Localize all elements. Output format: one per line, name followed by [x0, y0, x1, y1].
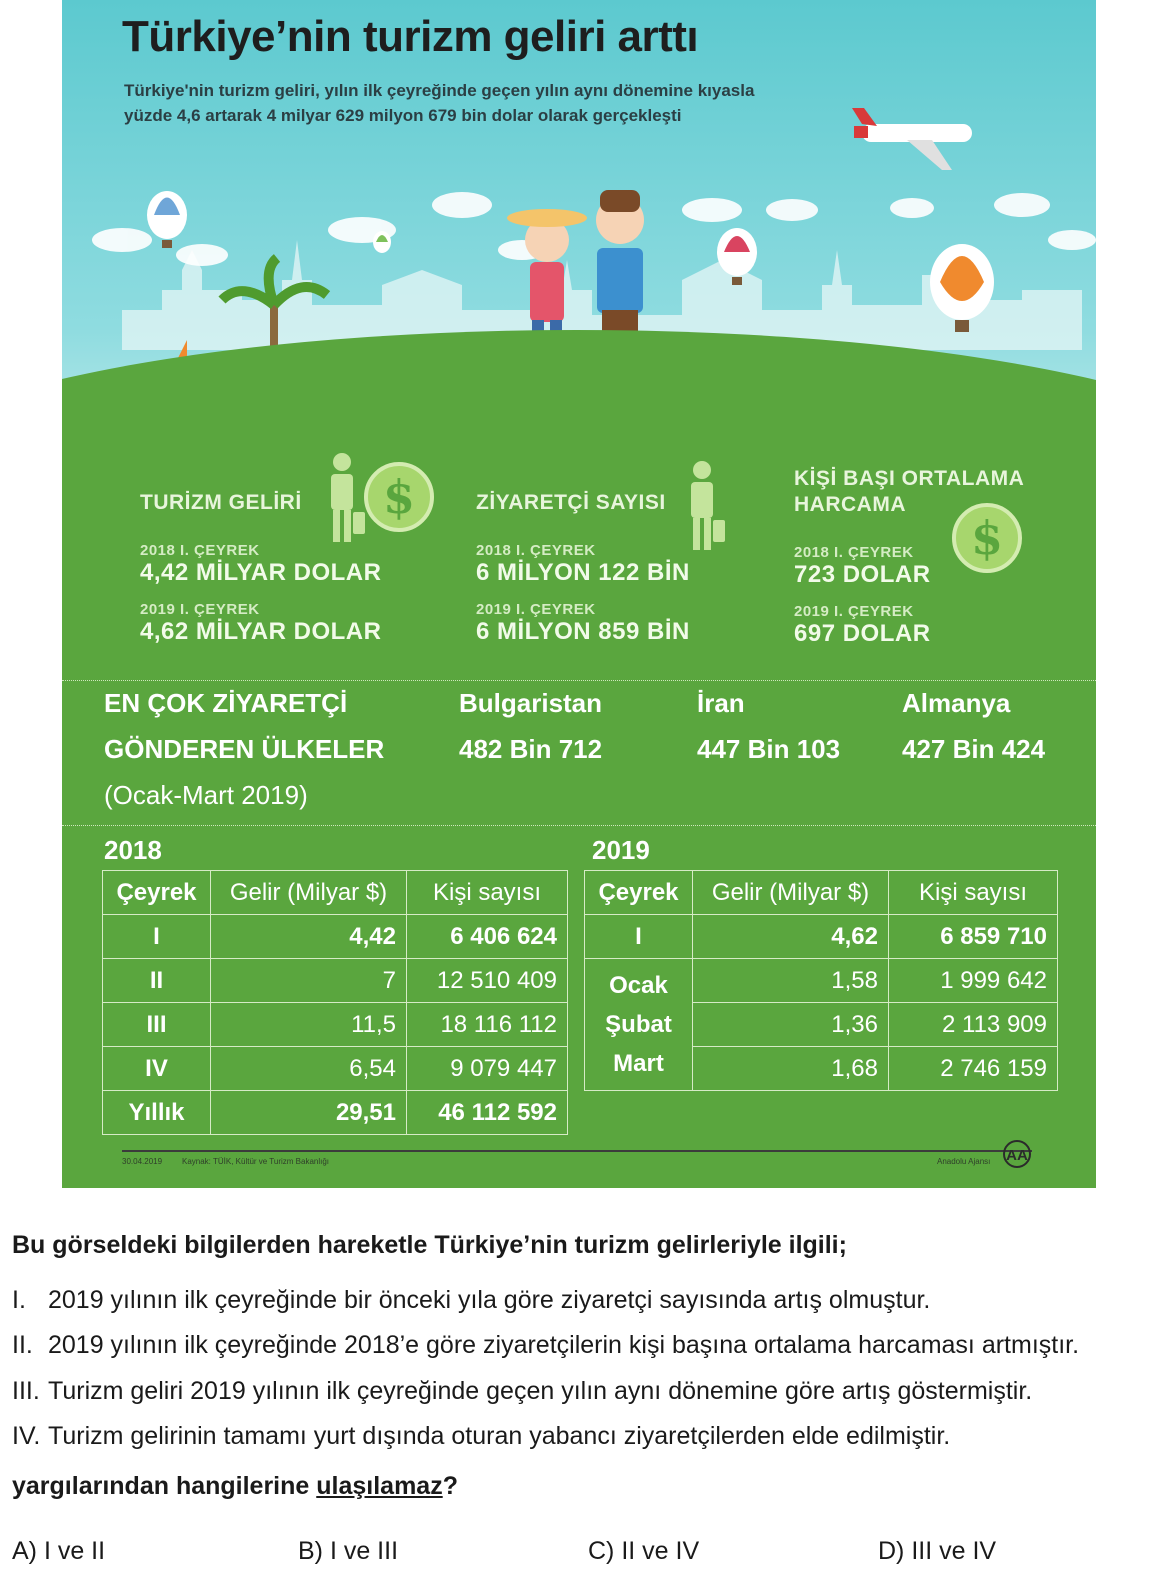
statement-text: 2019 yılının ilk çeyreğinde bir önceki yıla göre ziyaretçi sayısında artış olmuştur. [48, 1286, 931, 1314]
table-2019 [584, 870, 1058, 1091]
top-countries-section [62, 688, 1096, 818]
stat-heading-line2: HARCAMA [794, 493, 906, 516]
question-ending-underlined: ulaşılamaz [316, 1472, 443, 1500]
revenue-cell: 7 [211, 959, 407, 1003]
statement-number: IV. [12, 1422, 41, 1450]
statement-text: 2019 yılının ilk çeyreğinde 2018’e göre ziyaretçilerin kişi başına ortalama harcaması artmıştır. [48, 1331, 1080, 1359]
statement-number: III. [12, 1377, 40, 1405]
option-c[interactable]: C) II ve IV [588, 1537, 700, 1565]
question-ending [12, 1472, 458, 1501]
country-name: İran [697, 688, 745, 718]
infographic-subtitle: Türkiye'nin turizm geliri, yılın ilk çeyreğinde geçen yılın aynı dönemine kıyasla yüzde 4,6 artarak 4 milyar 629 milyon 679 bin dolar olarak gerçekleşti [124, 81, 755, 125]
table-2019-year: 2019 [592, 835, 650, 865]
revenue-cell: 4,42 [211, 915, 407, 959]
question-ending-suffix: ? [442, 1472, 458, 1500]
visitors-cell: 2 746 159 [889, 1047, 1058, 1091]
revenue-cell: 4,62 [693, 915, 889, 959]
revenue-cell: 1,58 [693, 959, 889, 1003]
top-countries-label-line1: EN ÇOK ZİYARETÇİ [104, 688, 348, 718]
month-label: Şubat [605, 1011, 672, 1038]
table-row [103, 915, 568, 959]
stat-quarter-2018: 2018 I. ÇEYREK [476, 542, 596, 559]
header-cell: Gelir (Milyar $) [693, 871, 889, 915]
months-cell [585, 959, 693, 1091]
stat-quarter-2018: 2018 I. ÇEYREK [140, 542, 260, 559]
visitors-cell: 6 406 624 [407, 915, 568, 959]
statement-item [12, 1331, 1079, 1360]
quarter-cell: II [103, 959, 211, 1003]
statement-text: Turizm gelirinin tamamı yurt dışında oturan yabancı ziyaretçilerden elde edilmiştir. [48, 1422, 951, 1450]
option-b[interactable]: B) I ve III [298, 1537, 399, 1565]
tourist-icon [317, 450, 367, 545]
table-2018-year: 2018 [104, 835, 162, 865]
statement-item [12, 1377, 1032, 1406]
quarter-cell: III [103, 1003, 211, 1047]
visitors-cell: 9 079 447 [407, 1047, 568, 1091]
quarter-cell: I [103, 915, 211, 959]
statement-number: II. [12, 1331, 33, 1359]
stat-heading: TURİZM GELİRİ [140, 491, 302, 514]
header-cell: Kişi sayısı [407, 871, 568, 915]
revenue-cell: 1,36 [693, 1003, 889, 1047]
footer-date: 30.04.2019 [122, 1157, 163, 1166]
quarter-cell: Yıllık [103, 1091, 211, 1135]
question-ending-prefix: yargılarından hangilerine [12, 1472, 317, 1500]
stat-value-2018: 723 DOLAR [794, 561, 931, 588]
visitors-cell: 1 999 642 [889, 959, 1058, 1003]
country-name: Bulgaristan [459, 688, 603, 718]
anadolu-agency-logo-icon [1000, 1140, 1034, 1168]
stat-visitor-count [476, 490, 796, 646]
stat-value-2018: 4,42 MİLYAR DOLAR [140, 559, 382, 586]
month-label: Mart [613, 1050, 664, 1077]
statement-item [12, 1422, 950, 1451]
footer-divider [122, 1150, 1032, 1152]
visitors-cell: 12 510 409 [407, 959, 568, 1003]
header-cell: Çeyrek [103, 871, 211, 915]
country-name: Almanya [902, 688, 1011, 718]
table-row-total [103, 1091, 568, 1135]
table-row [103, 1003, 568, 1047]
revenue-cell: 6,54 [211, 1047, 407, 1091]
country-value: 427 Bin 424 [902, 734, 1046, 764]
visitors-cell: 18 116 112 [407, 1003, 568, 1047]
country-value: 482 Bin 712 [459, 734, 603, 764]
stat-quarter-2019: 2019 I. ÇEYREK [476, 601, 596, 618]
stat-quarter-2019: 2019 I. ÇEYREK [140, 601, 260, 618]
quarter-cell: I [585, 915, 693, 959]
option-d[interactable]: D) III ve IV [878, 1537, 997, 1565]
infographic [62, 0, 1096, 1188]
table-row [103, 959, 568, 1003]
dollar-icon: $ [364, 462, 434, 532]
stat-heading-line1: KİŞİ BAŞI ORTALAMA [794, 467, 1025, 490]
stat-value-2019: 697 DOLAR [794, 620, 931, 647]
infographic-title: Türkiye’nin turizm geliri arttı [122, 12, 699, 61]
table-row [585, 959, 1058, 1003]
table-row [585, 915, 1058, 959]
statement-number: I. [12, 1286, 26, 1314]
table-header-row [103, 871, 568, 915]
country-value: 447 Bin 103 [697, 734, 841, 764]
statement-text: Turizm geliri 2019 yılının ilk çeyreğinde geçen yılın aynı dönemine göre artış göstermiştir. [48, 1377, 1033, 1405]
option-a[interactable]: A) I ve II [12, 1537, 106, 1565]
revenue-cell: 11,5 [211, 1003, 407, 1047]
header-cell: Kişi sayısı [889, 871, 1058, 915]
logo-text: AA [1006, 1147, 1028, 1164]
divider [62, 825, 1096, 826]
footer-source: Kaynak: TÜİK, Kültür ve Turizm Bakanlığı [182, 1157, 330, 1166]
dollar-icon: $ [952, 503, 1022, 573]
stat-quarter-2019: 2019 I. ÇEYREK [794, 603, 914, 620]
tourist-icon [677, 458, 727, 553]
footer-agency: Anadolu Ajansı [937, 1157, 991, 1166]
stat-quarter-2018: 2018 I. ÇEYREK [794, 544, 914, 561]
top-countries-label-line3: (Ocak-Mart 2019) [104, 780, 308, 810]
question-stem: Bu görseldeki bilgilerden hareketle Türkiye’nin turizm gelirleriyle ilgili; [12, 1231, 847, 1259]
table-2018 [102, 870, 568, 1135]
stat-value-2019: 6 MİLYON 859 BİN [476, 618, 690, 645]
header-cell: Gelir (Milyar $) [211, 871, 407, 915]
visitors-cell: 6 859 710 [889, 915, 1058, 959]
table-row [103, 1047, 568, 1091]
quarter-cell: IV [103, 1047, 211, 1091]
stat-heading: ZİYARETÇİ SAYISI [476, 491, 666, 514]
top-countries-label-line2: GÖNDEREN ÜLKELER [104, 734, 385, 764]
revenue-cell: 1,68 [693, 1047, 889, 1091]
divider [62, 680, 1096, 681]
stat-value-2019: 4,62 MİLYAR DOLAR [140, 618, 382, 645]
month-label: Ocak [609, 972, 668, 999]
stat-avg-spending [794, 466, 1094, 648]
visitors-cell: 46 112 592 [407, 1091, 568, 1135]
statement-item [12, 1286, 930, 1315]
table-header-row [585, 871, 1058, 915]
visitors-cell: 2 113 909 [889, 1003, 1058, 1047]
revenue-cell: 29,51 [211, 1091, 407, 1135]
stat-value-2018: 6 MİLYON 122 BİN [476, 559, 690, 586]
header-cell: Çeyrek [585, 871, 693, 915]
